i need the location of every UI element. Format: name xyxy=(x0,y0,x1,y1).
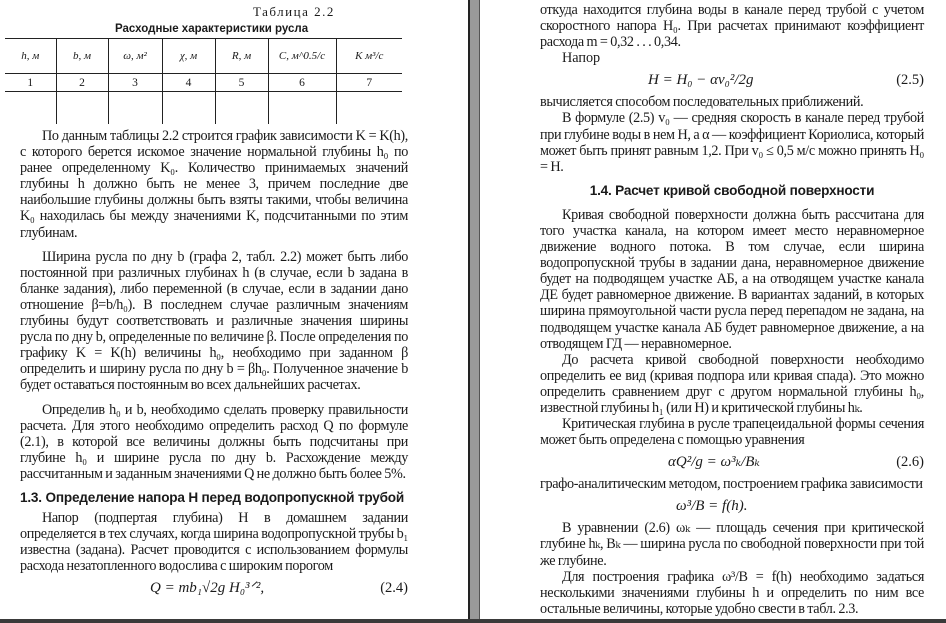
section-heading: 1.4. Расчет кривой свободной поверхности xyxy=(589,182,875,198)
page-gutter xyxy=(468,0,480,623)
paragraph xyxy=(540,110,924,174)
table-header-cell: C, м^0.5/с xyxy=(268,39,336,74)
table-header-cell: ω, м² xyxy=(108,39,162,74)
right-page xyxy=(480,0,946,617)
table-cell xyxy=(56,92,108,125)
table-cell xyxy=(108,92,162,125)
paragraph xyxy=(540,416,924,448)
table-cell xyxy=(215,92,268,125)
table-header-cell: R, м xyxy=(215,39,268,74)
equation-line xyxy=(20,578,408,598)
discharge-table xyxy=(5,38,402,124)
paragraph-text: Напор (подпертая глубина) H в домашнем задании определяется в тех случаях, когда ширина водопропускной трубы b₁ известна (задана). Расчет проводится с использованием формулы расхода незатопленного водослива с широким порогом xyxy=(20,509,408,575)
table-cell: 2 xyxy=(56,74,108,92)
paragraph-text: Ширина русла по дну b (графа 2, табл. 2.2) может быть либо постоянной при различных глубинах h (в случае, если b задана в бланке задания), либо переменной (в случае, если в задании дано отношение β=b/h₀). В последнем случае различным значениям глубины будут соответствовать и различные значения ширины русла по дну b, определенные по величине β. После определения по графику K = K(h) величины h₀, необходимо при заданном β определить и ширину русла по дну b = βh₀. Полученное значение b будет оставаться постоянным во всех дальнейших расчетах. xyxy=(20,248,408,394)
paragraph xyxy=(540,520,924,568)
formula: H = H₀ − αv₀²/2g xyxy=(648,72,754,89)
table-header-cell: h, м xyxy=(5,39,56,74)
equation-number: (2.5) xyxy=(896,72,924,89)
paragraph xyxy=(20,128,408,241)
paragraph xyxy=(20,510,408,574)
paragraph-text: По данным таблицы 2.2 строится график зависимости K = K(h), с которого берется искомое значение нормальной глубины h₀ по ранее определенному K₀. Количество принимаемых значений глубины h должно быть не менее 3, причем последние две наибольшие глубины должны быть взяты такими, чтобы величина K₀ находилась бы между значениями K, подсчитанными по этим глубинам. xyxy=(20,128,408,241)
table-cell xyxy=(336,92,402,125)
equation-line xyxy=(540,496,924,516)
paragraph: графо-аналитическим методом, построением графика зависимости xyxy=(540,476,923,493)
paragraph-text: В формуле (2.5) v₀ — средняя скорость в канале перед трубой при глубине воды в нем H, а α — коэффициент Кориолиса, который может быть принят равным 1,2. При v₀ ≤ 0,5 м/с можно принять H₀ = H. xyxy=(540,110,924,175)
paragraph xyxy=(540,569,924,617)
paragraph-text: В уравнении (2.6) ωₖ — площадь сечения при критической глубине hₖ, Bₖ — ширина русла по свободной поверхности при той же глубине. xyxy=(540,520,924,569)
napor-label: Напор xyxy=(562,50,601,67)
section-heading: 1.3. Определение напора H перед водопропускной трубой xyxy=(20,489,405,505)
paragraph xyxy=(20,249,408,394)
table-cell xyxy=(5,92,56,125)
paragraph xyxy=(540,352,924,416)
table-cell: 4 xyxy=(162,74,215,92)
bottom-border xyxy=(0,619,946,623)
table-caption xyxy=(20,4,408,38)
equation-number: (2.6) xyxy=(896,454,924,471)
paragraph-text: Кривая свободной поверхности должна быть рассчитана для того участка канала, на котором имеет место неравномерное движение водного потока. В том случае, если ширина водопропускной трубы в задании дана, неравномерное движение будет на подводящем участке АБ, а на отводящем участке канала ДЕ будет равномерное движение. В вариантах заданий, в которых ширина прямоугольной части русла перед перепадом не задана, на подводящем участке канала АБ будет равномерное движение, а на отводящем ГД — неравномерное. xyxy=(540,206,924,352)
table-number-row xyxy=(5,74,402,92)
paragraph xyxy=(540,207,924,352)
table-cell xyxy=(162,92,215,125)
table-cell: 1 xyxy=(5,74,56,92)
table-title: Расходные характеристики русла xyxy=(115,23,309,35)
table-header-cell: b, м xyxy=(56,39,108,74)
paragraph: вычисляется способом последовательных приближений. xyxy=(540,94,864,111)
table-header-row xyxy=(5,39,402,74)
paragraph xyxy=(20,402,408,482)
paragraph-text: Определив h₀ и b, необходимо сделать проверку правильности расчета. Для этого необходимо определить расход Q по формуле (2.1), в которой все величины должны быть подсчитаны при глубине h₀ и ширине русла по дну b. Расхождение между рассчитанным и заданным значениями Q не должно быть более 5%. xyxy=(20,401,408,482)
table-cell xyxy=(268,92,336,125)
table-cell: 3 xyxy=(108,74,162,92)
equation-number: (2.4) xyxy=(380,580,408,597)
formula: αQ²/g = ω³ₖ/Bₖ xyxy=(668,454,760,471)
equation-line xyxy=(540,70,924,90)
table-cell: 7 xyxy=(336,74,402,92)
table-label: Таблица 2.2 xyxy=(253,4,335,19)
equation-line xyxy=(540,452,924,472)
table-empty-row xyxy=(5,92,402,125)
paragraph-text: До расчета кривой свободной поверхности необходимо определить ее вид (кривая подпора или кривая спада). Это можно определить сравнением друг с другом нормальной глубины h₀, известной глубины h₁ (или H) и критической глубины hₖ. xyxy=(540,351,924,416)
paragraph: откуда находится глубина воды в канале перед трубой с учетом скоростного напора H₀. При расчетах принимают коэффициент расхода m = 0,32 . . . 0,34. xyxy=(540,2,924,51)
table-header-cell: К м³/с xyxy=(336,39,402,74)
left-page xyxy=(0,0,468,602)
paragraph-text: Критическая глубина в русле трапецеидальной формы сечения может быть определена с помощью уравнения xyxy=(540,416,924,449)
formula: Q = mb₁√2g H₀³ᐟ², xyxy=(150,580,265,597)
table-header-cell: χ, м xyxy=(162,39,215,74)
paragraph-text: Для построения графика ω³/B = f(h) необходимо задаться несколькими значениями глубины h и определить по ним все остальные величины, которые удобно свести в табл. 2.3. xyxy=(540,568,924,617)
table-cell: 6 xyxy=(268,74,336,92)
formula: ω³/B = f(h). xyxy=(676,498,748,515)
table-cell: 5 xyxy=(215,74,268,92)
